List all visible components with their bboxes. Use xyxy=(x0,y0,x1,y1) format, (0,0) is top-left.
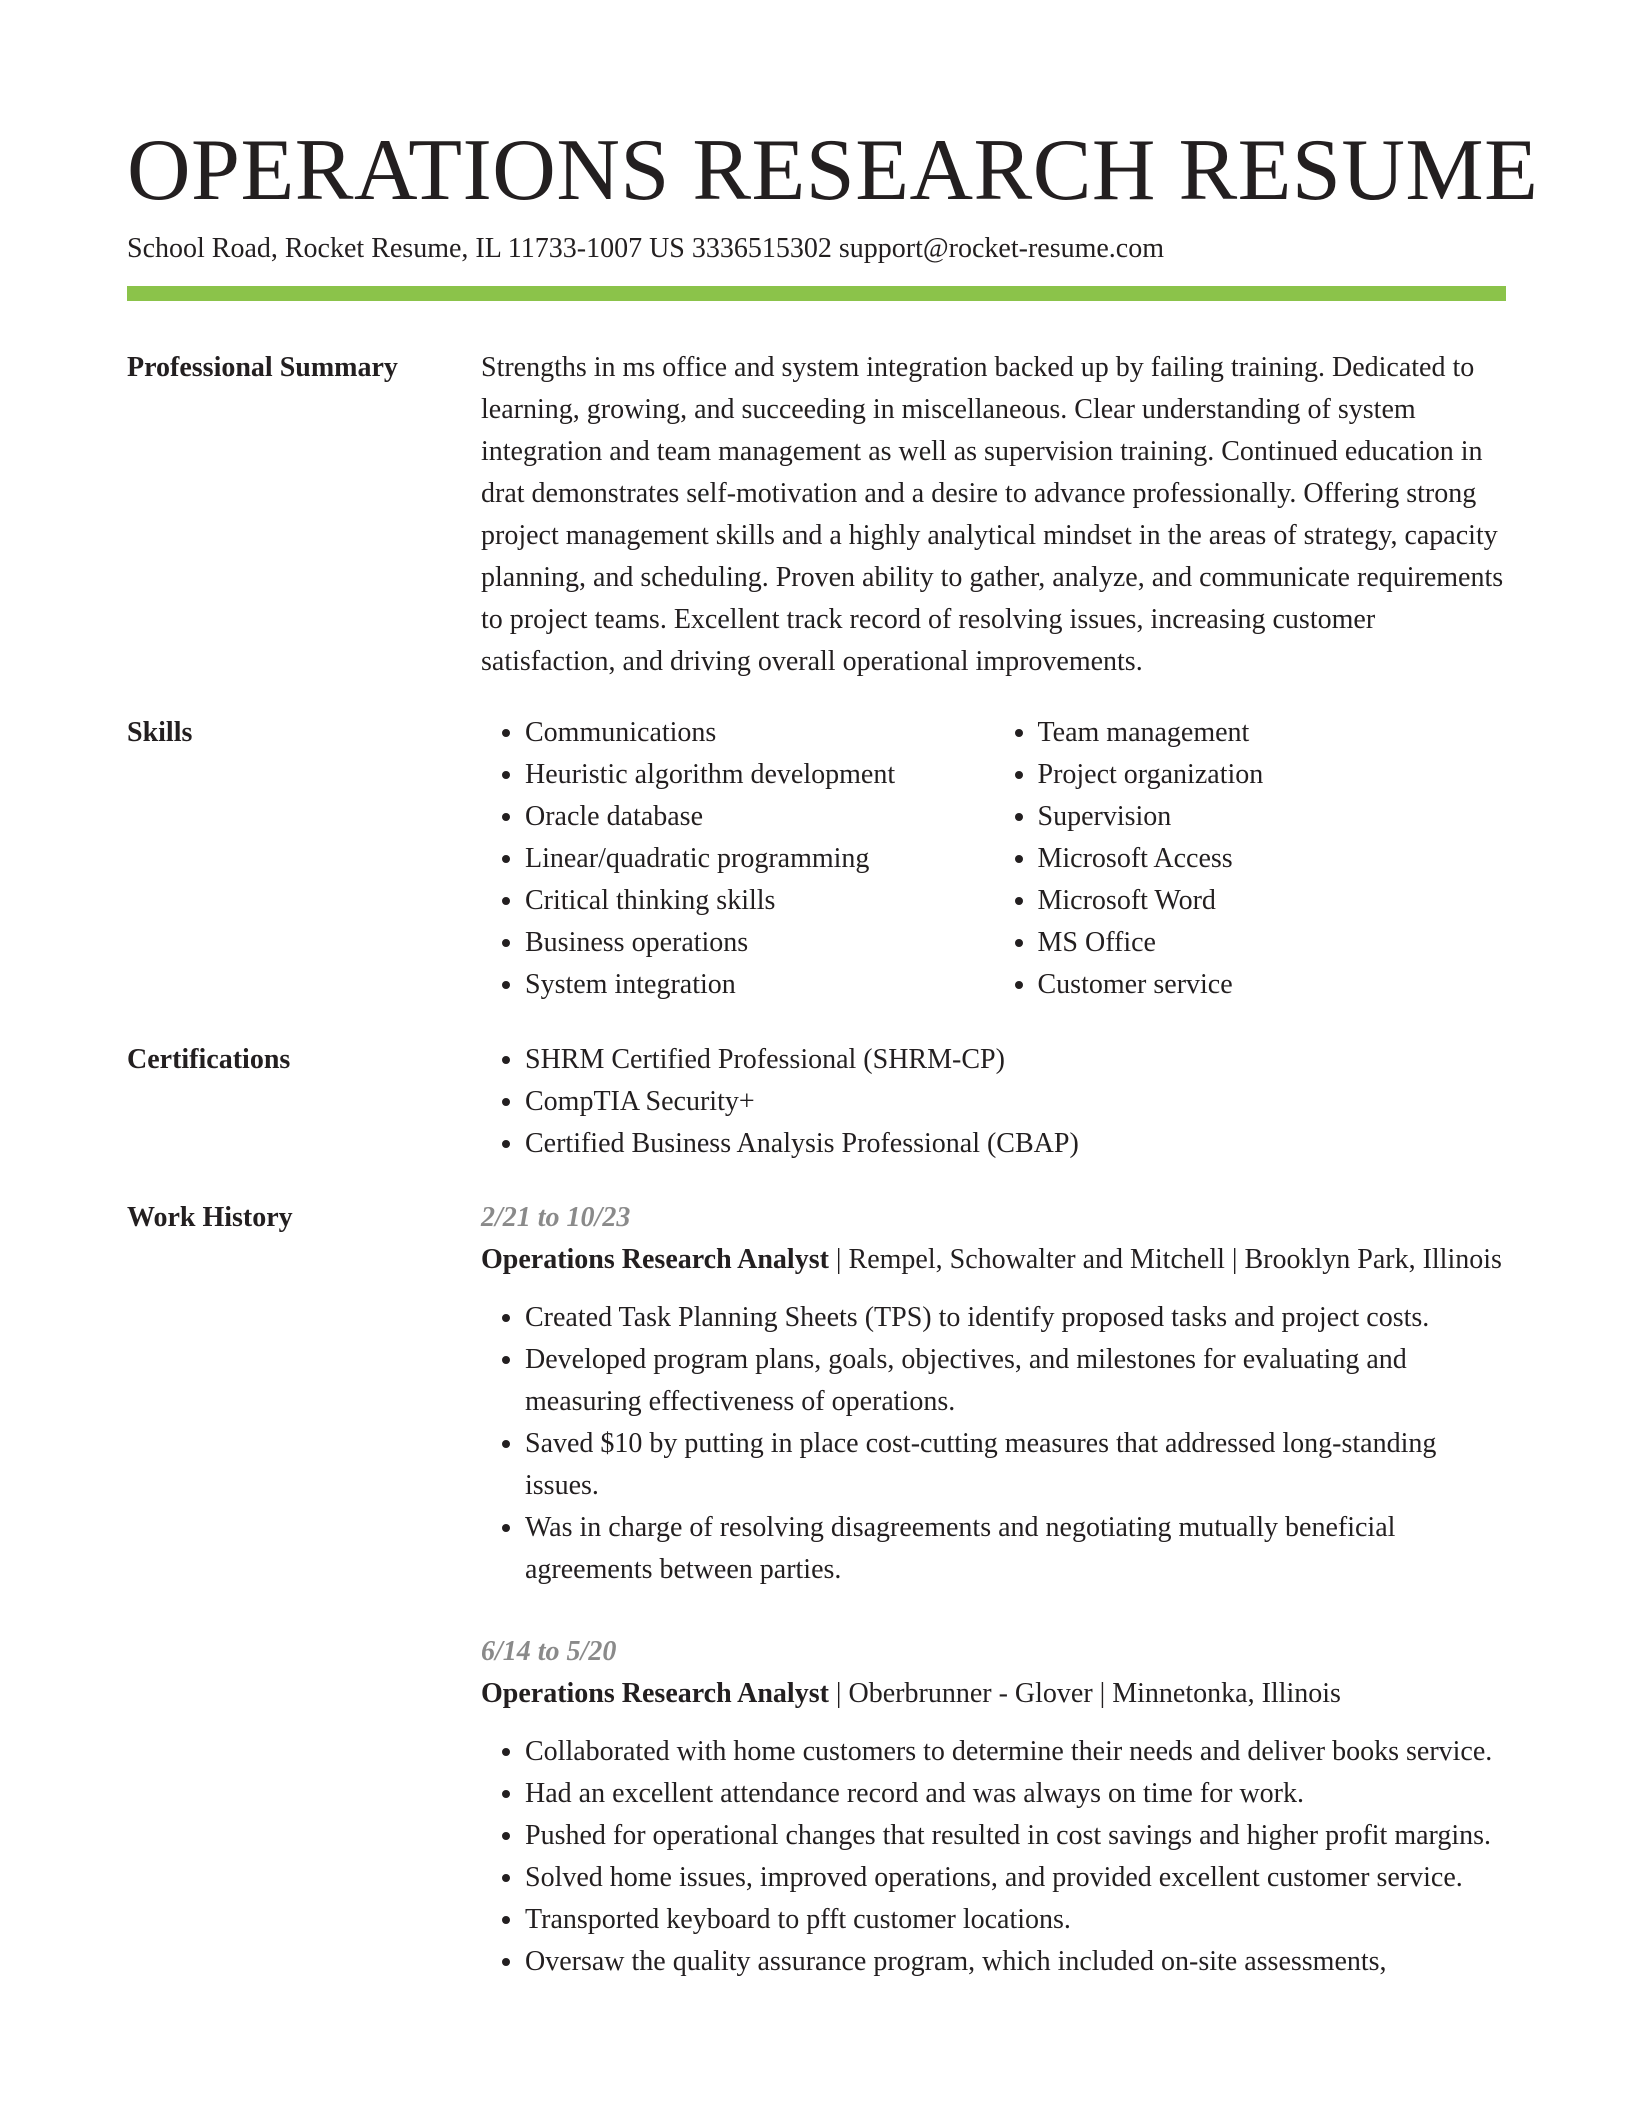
job-entry xyxy=(481,1197,1506,1591)
certification-item: • Certified Business Analysis Professional (CBAP) xyxy=(525,1123,1506,1165)
skills-heading: Skills xyxy=(127,717,193,748)
skill-item: • Microsoft Word xyxy=(1038,880,1507,922)
contact-line xyxy=(127,230,1164,268)
job-bullet: • Transported keyboard to pfft customer locations. xyxy=(525,1899,1506,1941)
job-bullet: • Saved $10 by putting in place cost-cutting measures that addressed long-standing issues. xyxy=(525,1423,1506,1507)
skill-item: • Microsoft Access xyxy=(1038,838,1507,880)
skill-item: • Communications xyxy=(525,712,994,754)
job-title: Operations Research Analyst xyxy=(481,1244,829,1275)
job-bullets xyxy=(481,1731,1506,1983)
job-dates: 6/14 to 5/20 xyxy=(481,1636,617,1667)
contact-address: School Road, Rocket Resume, IL 11733-1007 US xyxy=(127,233,685,264)
summary-heading: Professional Summary xyxy=(127,352,398,383)
skills-list-left xyxy=(481,712,994,1006)
skill-item: • Team management xyxy=(1038,712,1507,754)
job-header xyxy=(481,1239,1506,1281)
skill-item: • Heuristic algorithm development xyxy=(525,754,994,796)
skill-item: • Supervision xyxy=(1038,796,1507,838)
job-details: | Oberbrunner - Glover | Minnetonka, Illinois xyxy=(828,1678,1341,1709)
skill-item: • MS Office xyxy=(1038,922,1507,964)
skills-body xyxy=(481,712,1506,1006)
certification-item: • SHRM Certified Professional (SHRM-CP) xyxy=(525,1039,1506,1081)
skills-list-right xyxy=(994,712,1507,1006)
job-bullet: • Collaborated with home customers to determine their needs and deliver books service. xyxy=(525,1731,1506,1773)
work-history-body xyxy=(481,1197,1506,1983)
header-divider xyxy=(127,286,1506,301)
certifications-list xyxy=(481,1039,1506,1165)
skill-item: • System integration xyxy=(525,964,994,1006)
job-details: | Rempel, Schowalter and Mitchell | Brooklyn Park, Illinois xyxy=(828,1244,1502,1275)
summary-body xyxy=(481,347,1506,683)
skill-item: • Business operations xyxy=(525,922,994,964)
skill-item: • Project organization xyxy=(1038,754,1507,796)
job-header xyxy=(481,1673,1506,1715)
job-bullet: • Developed program plans, goals, objectives, and milestones for evaluating and measuring effectiveness of operations. xyxy=(525,1339,1506,1423)
job-bullet: • Oversaw the quality assurance program, which included on-site assessments, xyxy=(525,1941,1506,1983)
contact-email: support@rocket-resume.com xyxy=(838,233,1165,264)
skill-item: • Customer service xyxy=(1038,964,1507,1006)
resume-title: OPERATIONS RESEARCH RESUME xyxy=(127,122,1539,219)
certifications-heading: Certifications xyxy=(127,1044,291,1075)
contact-phone: 3336515302 xyxy=(691,233,832,264)
job-bullet: • Solved home issues, improved operations, and provided excellent customer service. xyxy=(525,1857,1506,1899)
job-bullet: • Had an excellent attendance record and was always on time for work. xyxy=(525,1773,1506,1815)
job-title: Operations Research Analyst xyxy=(481,1678,829,1709)
work-history-heading: Work History xyxy=(127,1202,293,1233)
job-dates: 2/21 to 10/23 xyxy=(481,1202,631,1233)
skill-item: • Oracle database xyxy=(525,796,994,838)
skill-item: • Critical thinking skills xyxy=(525,880,994,922)
certifications-body xyxy=(481,1039,1506,1165)
job-bullet: • Pushed for operational changes that resulted in cost savings and higher profit margins. xyxy=(525,1815,1506,1857)
certification-item: • CompTIA Security+ xyxy=(525,1081,1506,1123)
job-entry xyxy=(481,1631,1506,1983)
job-bullet: • Created Task Planning Sheets (TPS) to identify proposed tasks and project costs. xyxy=(525,1297,1506,1339)
job-bullet: • Was in charge of resolving disagreements and negotiating mutually beneficial agreements between parties. xyxy=(525,1507,1506,1591)
skill-item: • Linear/quadratic programming xyxy=(525,838,994,880)
summary-text: Strengths in ms office and system integration backed up by failing training. Dedicated to learning, growing, and succeeding in miscellaneous. Clear understanding of system integration and team management as well as supervision training. Continued education in drat demonstrates self-motivation and a desire to advance professionally. Offering strong project management skills and a highly analytical mindset in the areas of strategy, capacity planning, and scheduling. Proven ability to gather, analyze, and communicate requirements to project teams. Excellent track record of resolving issues, increasing customer satisfaction, and driving overall operational improvements. xyxy=(481,352,1504,677)
job-bullets xyxy=(481,1297,1506,1591)
